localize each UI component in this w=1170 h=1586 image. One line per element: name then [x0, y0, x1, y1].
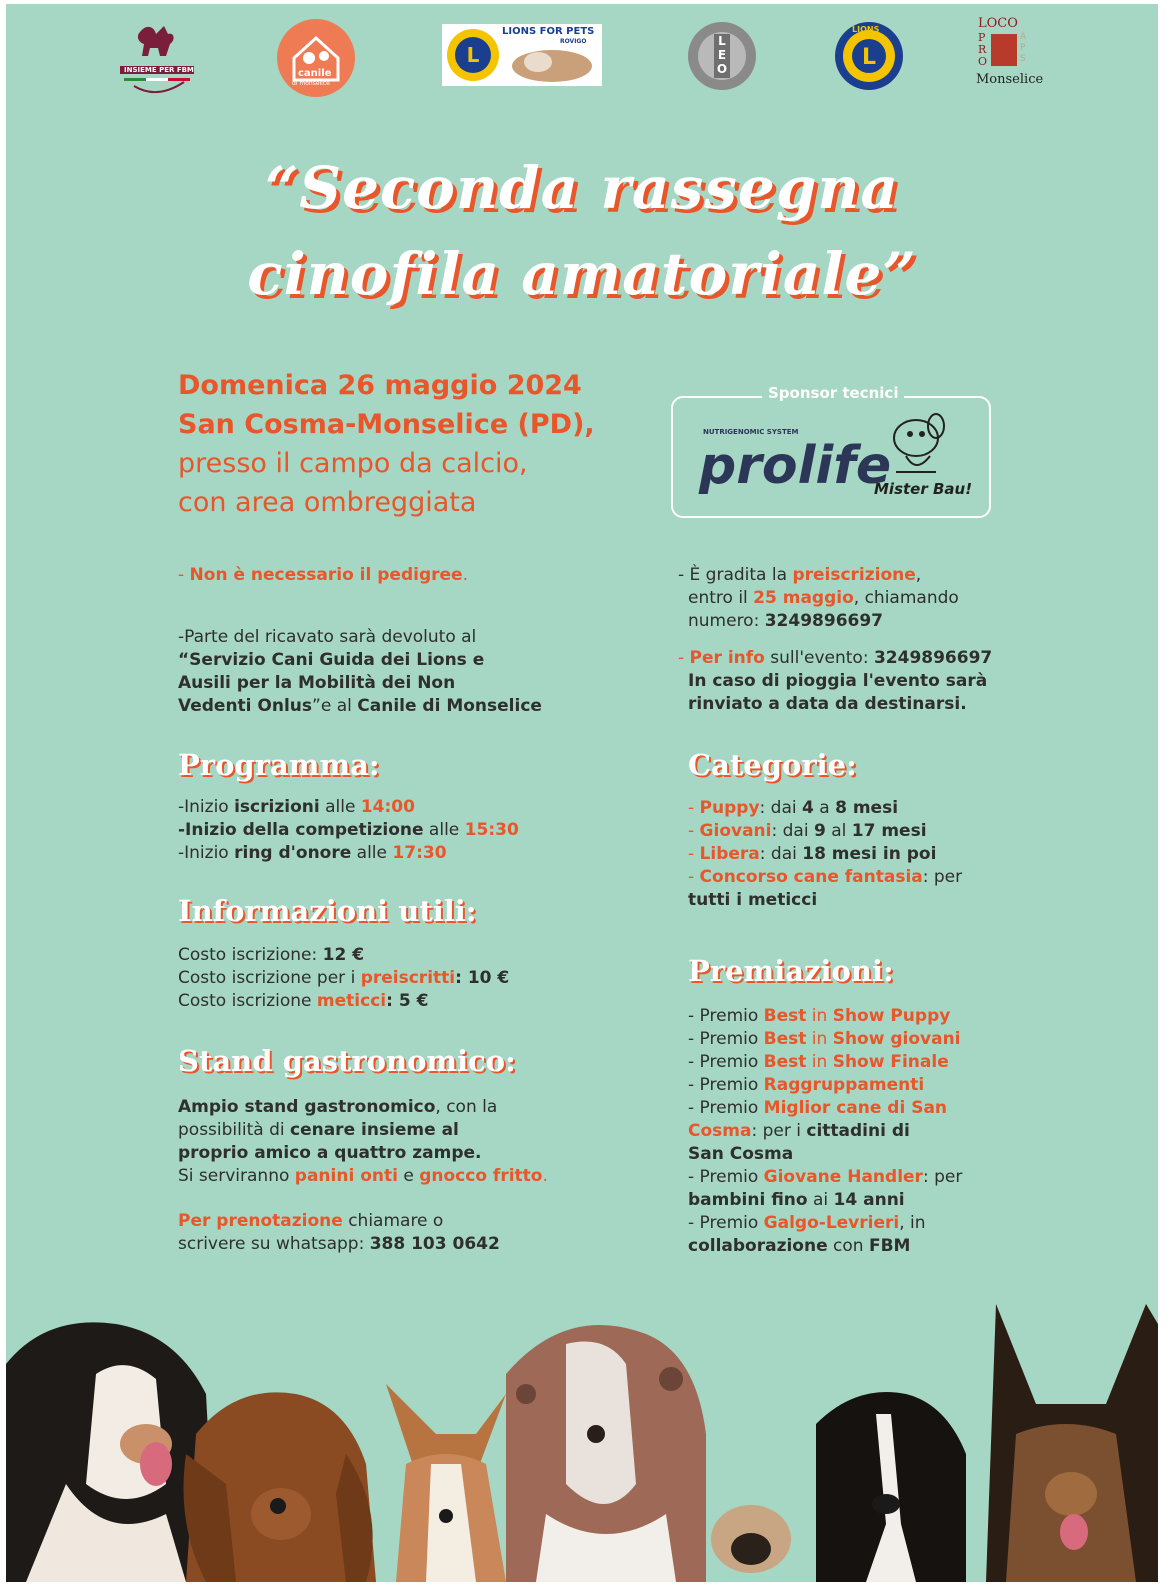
categorie-r1-dash: - — [688, 798, 700, 818]
premio-10-in: , in — [899, 1213, 926, 1233]
proloco-emblem — [991, 34, 1017, 66]
premio-4-prefix: - Premio — [688, 1075, 764, 1095]
poster — [6, 4, 1158, 1582]
preiscrizione-comma: , — [915, 565, 922, 585]
stand-line-4 — [178, 1165, 548, 1188]
info-event: sull'evento: — [764, 648, 874, 668]
programma-row-3 — [178, 842, 447, 865]
categorie-r3-min: 18 mesi in poi — [802, 844, 937, 864]
informazioni-row-1 — [178, 944, 364, 967]
premiazioni-heading: Premiazioni: — [688, 954, 894, 988]
proloco-town: Monselice — [976, 72, 1044, 87]
prenotazione-line-2 — [178, 1233, 500, 1256]
fbm-logo-text: INSIEME PER FBM — [124, 66, 194, 74]
event-place: San Cosma-Monselice (PD), — [178, 409, 595, 440]
stand-l4-e: . — [542, 1166, 548, 1186]
stand-l2-b: cenare insieme al — [290, 1120, 459, 1140]
premio-11-collab: collaborazione — [688, 1236, 828, 1256]
categorie-r4-name: Concorso cane fantasia — [699, 867, 923, 887]
premio-row-2 — [688, 1028, 961, 1051]
prenotazione-number: 388 103 0642 — [369, 1234, 500, 1254]
informazioni-r2-price: : 10 € — [455, 968, 510, 988]
categorie-row-5: tutti i meticci — [688, 890, 818, 910]
premio-3-name: Show Finale — [832, 1052, 949, 1072]
pedigree-dot: . — [462, 565, 468, 585]
categorie-r4-for: : per — [922, 867, 963, 887]
preiscrizione-calling: , chiamando — [853, 588, 959, 608]
info-line-2: In caso di pioggia l'evento sarà — [688, 671, 988, 691]
pug-dog-icon — [711, 1505, 791, 1573]
categorie-r2-from: : dai — [771, 821, 814, 841]
dachshund-dog-icon — [184, 1392, 377, 1582]
preiscrizione-text: - È gradita la — [678, 565, 793, 585]
programma-r3-b: ring d'onore — [234, 843, 352, 863]
premio-row-3 — [688, 1051, 949, 1074]
premio-2-prefix: - Premio — [688, 1029, 764, 1049]
info-line-3: rinviato a data da destinarsi. — [688, 694, 967, 714]
bernese-dog-icon — [6, 1322, 216, 1582]
categorie-r3-name: Libera — [699, 844, 760, 864]
proloco-logo — [974, 16, 1046, 90]
premio-10-prefix: - Premio — [688, 1213, 764, 1233]
proloco-pro: PRO — [978, 31, 988, 68]
informazioni-r2-b: preiscritti — [360, 968, 456, 988]
programma-r1-c: alle — [319, 797, 361, 817]
lions-logo — [830, 18, 908, 94]
svg-text:L: L — [861, 45, 877, 70]
premio-10-name: Galgo-Levrieri — [763, 1213, 900, 1233]
premio-8-prefix: - Premio — [688, 1167, 764, 1187]
premio-row-8 — [688, 1166, 962, 1189]
premio-row-11 — [688, 1235, 910, 1258]
preiscrizione-line-2 — [688, 587, 959, 610]
informazioni-row-2 — [178, 967, 509, 990]
info-line-1 — [678, 647, 992, 670]
ricavato-line-2: “Servizio Cani Guida dei Lions e — [178, 650, 485, 670]
pedigree-dash: - — [178, 565, 190, 585]
ricavato-line-3: Ausili per la Mobilità dei Non — [178, 673, 456, 693]
categorie-r1-to: a — [813, 798, 836, 818]
preiscrizione-deadline: 25 maggio — [753, 588, 854, 608]
stand-l1-a: Ampio stand gastronomico — [178, 1097, 436, 1117]
mister-bau-logo: Mister Bau! — [874, 480, 973, 498]
premio-9-to: ai — [807, 1190, 834, 1210]
categorie-r2-to: al — [825, 821, 852, 841]
ricavato-line-1: -Parte del ricavato sarà devoluto al — [178, 627, 477, 647]
premio-11-fbm: FBM — [868, 1236, 911, 1256]
categorie-r2-max: 17 mesi — [851, 821, 927, 841]
prolife-tagline: NUTRIGENOMIC SYSTEM — [703, 428, 799, 436]
preiscrizione-number: 3249896697 — [764, 611, 884, 631]
premio-6-cosma: Cosma — [688, 1121, 752, 1141]
preiscrizione-by: entro il — [688, 588, 754, 608]
lions-for-pets-logo — [442, 24, 602, 86]
stand-l4-a: Si serviranno — [178, 1166, 295, 1186]
premio-row-9 — [688, 1189, 905, 1212]
corgi-dog-icon — [386, 1384, 506, 1582]
leo-logo — [686, 20, 758, 92]
german-shepherd-dog-icon — [986, 1304, 1158, 1582]
prenotazione-line-1 — [178, 1210, 443, 1233]
informazioni-r1-a: Costo iscrizione: — [178, 945, 323, 965]
australian-shepherd-dog-icon — [506, 1325, 706, 1582]
stand-heading: Stand gastronomico: — [178, 1044, 516, 1078]
premio-3-best: Best — [763, 1052, 807, 1072]
title-line-2: cinofila amatoriale” — [247, 240, 917, 308]
lions-logo-text: LIONS — [852, 25, 880, 34]
premio-3-in: in — [806, 1052, 833, 1072]
programma-r3-time: 17:30 — [392, 843, 447, 863]
stand-line-3: proprio amico a quattro zampe. — [178, 1143, 482, 1163]
categorie-row-4 — [688, 866, 962, 889]
event-date: Domenica 26 maggio 2024 — [178, 370, 582, 401]
prenotazione-whatsapp: scrivere su whatsapp: — [178, 1234, 370, 1254]
programma-r1-a: -Inizio — [178, 797, 235, 817]
categorie-r2-name: Giovani — [699, 821, 772, 841]
border-collie-dog-icon — [816, 1392, 966, 1582]
categorie-r1-from: : dai — [759, 798, 802, 818]
programma-r2-b: alle — [423, 820, 465, 840]
stand-l4-c: e — [397, 1166, 420, 1186]
lions-for-pets-title: LIONS FOR PETS — [502, 26, 595, 37]
premio-1-best: Best — [763, 1006, 807, 1026]
ricavato-and: ”e al — [312, 696, 358, 716]
stand-l4-d: gnocco fritto — [419, 1166, 543, 1186]
stand-l2-a: possibilità di — [178, 1120, 290, 1140]
categorie-row-3 — [688, 843, 936, 866]
categorie-row-1 — [688, 797, 898, 820]
programma-r3-a: -Inizio — [178, 843, 235, 863]
informazioni-r3-b: meticci — [316, 991, 387, 1011]
informazioni-r3-price: : 5 € — [386, 991, 429, 1011]
premio-row-1 — [688, 1005, 950, 1028]
programma-r1-time: 14:00 — [360, 797, 415, 817]
categorie-r2-dash: - — [688, 821, 700, 841]
informazioni-r3-a: Costo iscrizione — [178, 991, 317, 1011]
premio-6-citizens: cittadini di — [806, 1121, 910, 1141]
categorie-r3-from: : dai — [759, 844, 803, 864]
premio-8-for: : per — [922, 1167, 963, 1187]
categorie-r4-dash: - — [688, 867, 700, 887]
stand-line-2 — [178, 1119, 459, 1142]
stand-line-1 — [178, 1096, 497, 1119]
premio-4-name: Raggruppamenti — [763, 1075, 925, 1095]
ricavato-canile: Canile di Monselice — [357, 696, 542, 716]
categorie-heading: Categorie: — [688, 748, 857, 782]
preiscrizione-number-label: numero: — [688, 611, 765, 631]
informazioni-row-3 — [178, 990, 428, 1013]
lions-for-pets-city: ROVIGO — [560, 38, 587, 45]
title-line-1: “Seconda rassegna — [264, 154, 900, 222]
pedigree-text: Non è necessario il pedigree — [189, 565, 463, 585]
premio-9-kids: bambini fino — [688, 1190, 808, 1210]
leo-logo-text: LEO — [716, 34, 728, 76]
programma-r1-b: iscrizioni — [234, 797, 320, 817]
svg-text:L: L — [466, 43, 480, 67]
canile-logo-text-2: di monselice — [292, 80, 330, 87]
canile-logo-text-1: canile — [298, 68, 332, 79]
premio-row-7: San Cosma — [688, 1144, 794, 1164]
programma-r2-time: 15:30 — [464, 820, 519, 840]
premio-11-with: con — [827, 1236, 869, 1256]
preiscrizione-line-1 — [678, 564, 921, 587]
stand-l1-b: , con la — [435, 1097, 498, 1117]
programma-row-1 — [178, 796, 415, 819]
informazioni-heading: Informazioni utili: — [178, 894, 477, 928]
premio-row-5 — [688, 1097, 947, 1120]
prenotazione-call: chiamare o — [342, 1211, 444, 1231]
preiscrizione-word: preiscrizione — [792, 565, 916, 585]
premio-3-prefix: - Premio — [688, 1052, 764, 1072]
premio-9-age: 14 anni — [833, 1190, 905, 1210]
event-info — [178, 366, 595, 522]
informazioni-r1-price: 12 € — [322, 945, 365, 965]
prolife-logo: prolife — [699, 436, 892, 496]
categorie-r2-min: 9 — [813, 821, 826, 841]
premio-5-prefix: - Premio — [688, 1098, 764, 1118]
programma-r3-c: alle — [351, 843, 393, 863]
categorie-r1-min: 4 — [802, 798, 814, 818]
premio-2-name: Show giovani — [832, 1029, 961, 1049]
pedigree-note — [178, 564, 468, 587]
info-dash: - — [678, 648, 690, 668]
premio-8-name: Giovane Handler — [763, 1167, 923, 1187]
event-where-2: con area ombreggiata — [178, 487, 477, 518]
preiscrizione-line-3 — [688, 610, 883, 633]
categorie-r1-max: 8 mesi — [835, 798, 899, 818]
proloco-loco: LOCO — [978, 16, 1018, 31]
programma-heading: Programma: — [178, 748, 380, 782]
proloco-aps: APS — [1020, 32, 1027, 64]
canile-logo — [276, 18, 356, 98]
categorie-r3-dash: - — [688, 844, 700, 864]
premio-row-10 — [688, 1212, 926, 1235]
mister-bau-dog-icon — [882, 408, 952, 478]
premio-6-for: : per i — [751, 1121, 807, 1141]
premio-2-best: Best — [763, 1029, 807, 1049]
prenotazione-label: Per prenotazione — [178, 1211, 343, 1231]
programma-row-2 — [178, 819, 519, 842]
premio-1-prefix: - Premio — [688, 1006, 764, 1026]
premio-1-in: in — [806, 1006, 833, 1026]
sponsor-label: Sponsor tecnici — [762, 384, 904, 402]
info-label: Per info — [689, 648, 765, 668]
ricavato-line-4 — [178, 695, 542, 718]
informazioni-r2-a: Costo iscrizione per i — [178, 968, 361, 988]
premio-row-6 — [688, 1120, 910, 1143]
fbm-logo — [114, 16, 200, 94]
categorie-r1-name: Puppy — [699, 798, 760, 818]
premio-5-name: Miglior cane di San — [763, 1098, 948, 1118]
programma-r2-a: -Inizio della competizione — [178, 820, 424, 840]
info-number: 3249896697 — [873, 648, 993, 668]
ricavato-onlus: Vedenti Onlus — [178, 696, 313, 716]
premio-2-in: in — [806, 1029, 833, 1049]
event-where-1: presso il campo da calcio, — [178, 448, 528, 479]
categorie-row-2 — [688, 820, 927, 843]
premio-1-name: Show Puppy — [832, 1006, 951, 1026]
stand-l4-b: panini onti — [294, 1166, 398, 1186]
dogs-photo — [6, 1284, 1158, 1582]
premio-row-4 — [688, 1074, 924, 1097]
